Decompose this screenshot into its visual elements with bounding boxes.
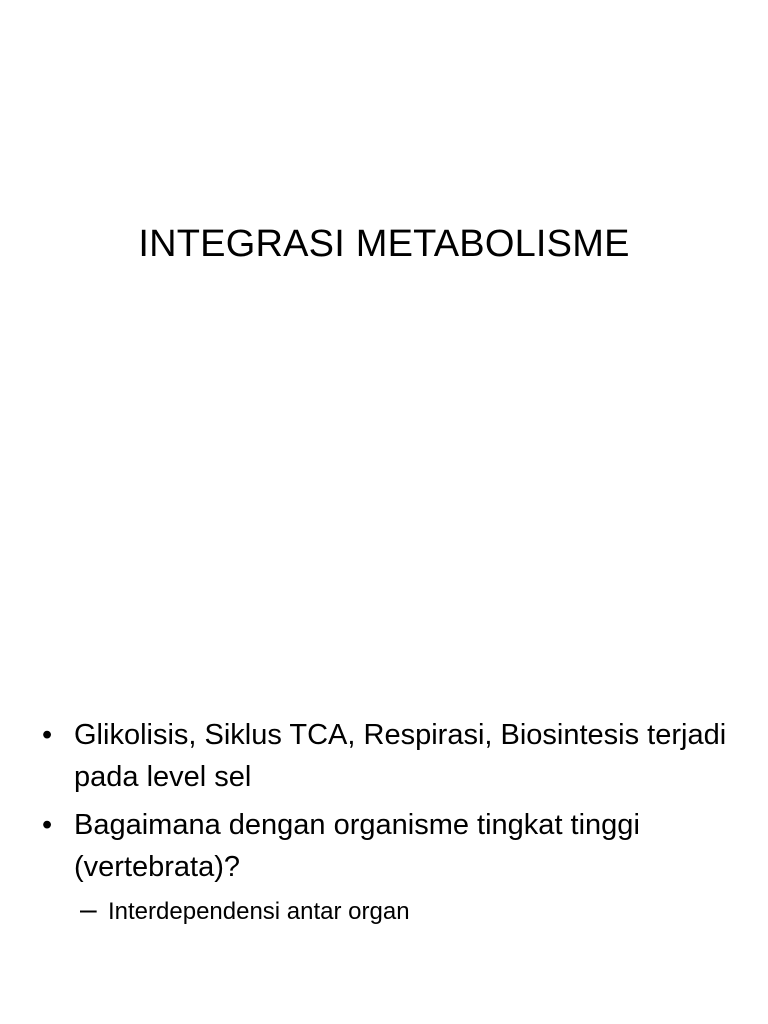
slide-body bbox=[40, 714, 740, 930]
slide-title: INTEGRASI METABOLISME bbox=[138, 223, 630, 265]
bullet-text: Bagaimana dengan organisme tingkat tinggi (vertebrata)? bbox=[74, 809, 640, 883]
bullet-marker: • bbox=[42, 809, 53, 841]
bullet-marker: • bbox=[42, 719, 53, 751]
bullet-item bbox=[40, 714, 740, 798]
sub-bullet-text: Interdependensi antar organ bbox=[108, 898, 410, 925]
bullet-item bbox=[40, 804, 740, 888]
bullet-text: Glikolisis, Siklus TCA, Respirasi, Biosintesis terjadi pada level sel bbox=[74, 719, 727, 793]
sub-bullet-marker: – bbox=[80, 893, 97, 926]
sub-bullet-item bbox=[40, 894, 740, 930]
